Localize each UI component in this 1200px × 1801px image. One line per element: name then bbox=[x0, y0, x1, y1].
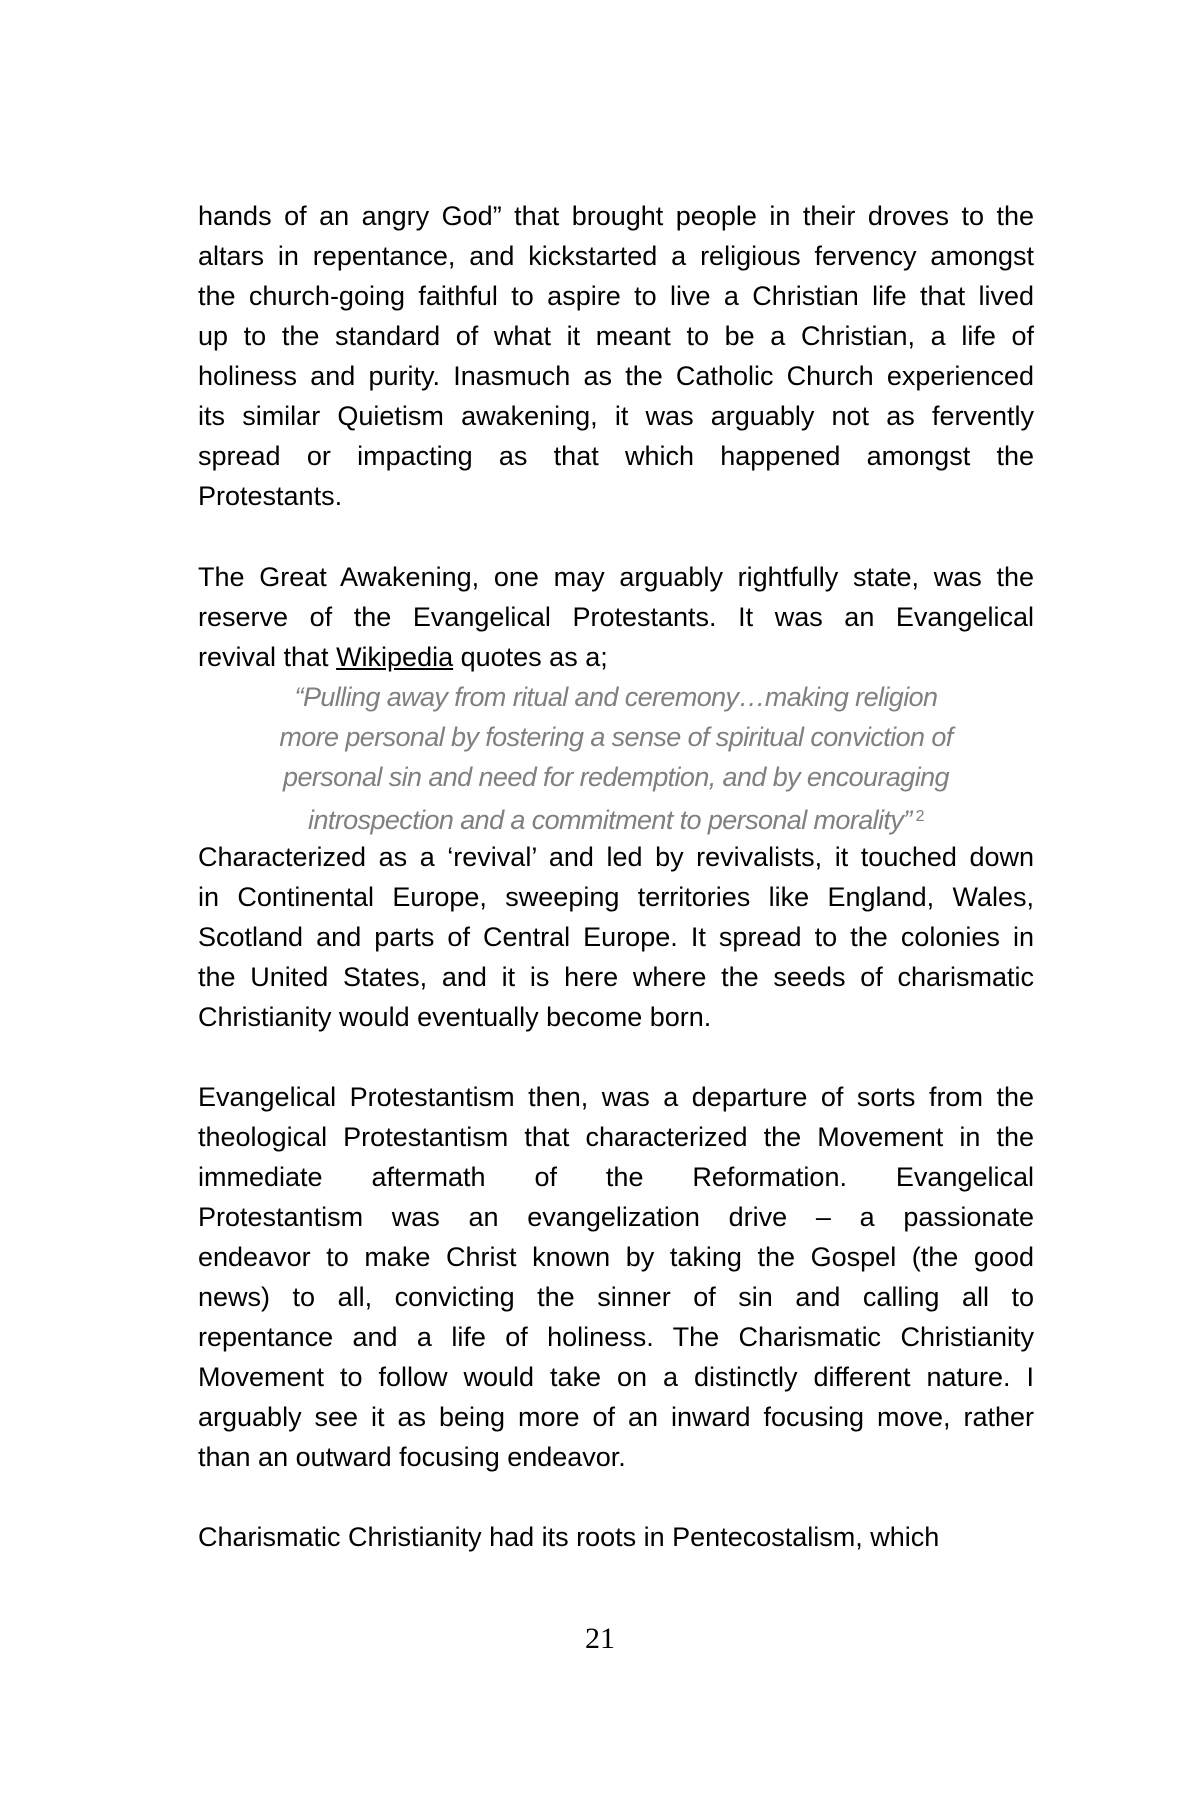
paragraph-1-line-6: its similar Quietism awakening, it was arguably not as fervently bbox=[198, 401, 1034, 431]
block-quote-line-2: more personal by fostering a sense of spiritual conviction of bbox=[279, 722, 953, 752]
paragraph-2-after-quote-line-5: Christianity would eventually become born. bbox=[198, 1002, 712, 1032]
paragraph-2-after-quote-line-2: in Continental Europe, sweeping territories like England, Wales, bbox=[198, 882, 1034, 912]
page-number: 21 bbox=[585, 1622, 615, 1655]
paragraph-2-line-2: reserve of the Evangelical Protestants. It was an Evangelical bbox=[198, 602, 1034, 632]
block-quote-line-3: personal sin and need for redemption, and by encouraging bbox=[283, 762, 949, 792]
footnote-marker[interactable]: 2 bbox=[915, 808, 924, 825]
paragraph-2-line-3 bbox=[198, 637, 1034, 677]
wikipedia-link[interactable]: Wikipedia bbox=[336, 642, 454, 672]
paragraph-2-after-quote-line-1: Characterized as a ‘revival’ and led by revivalists, it touched down bbox=[198, 842, 1034, 872]
block-quote-line-1: “Pulling away from ritual and ceremony…making religion bbox=[294, 682, 938, 712]
link-line-before: revival that bbox=[198, 642, 337, 672]
paragraph-3-line-8: Movement to follow would take on a distinctly different nature. I bbox=[198, 1362, 1034, 1392]
paragraph-2-after-quote-line-4: the United States, and it is here where the seeds of charismatic bbox=[198, 962, 1034, 992]
block-quote-line-4 bbox=[198, 797, 1034, 837]
paragraph-3-line-6: news) to all, convicting the sinner of sin and calling all to bbox=[198, 1282, 1034, 1312]
paragraph-1-line-7: spread or impacting as that which happened amongst the bbox=[198, 441, 1034, 471]
paragraph-3-line-10: than an outward focusing endeavor. bbox=[198, 1442, 626, 1472]
paragraph-3-line-4: Protestantism was an evangelization drive – a passionate bbox=[198, 1202, 1034, 1232]
paragraph-3-line-3: immediate aftermath of the Reformation. Evangelical bbox=[198, 1162, 1034, 1192]
paragraph-3-line-9: arguably see it as being more of an inward focusing move, rather bbox=[198, 1402, 1034, 1432]
paragraph-3-line-5: endeavor to make Christ known by taking the Gospel (the good bbox=[198, 1242, 1034, 1272]
paragraph-1-line-2: altars in repentance, and kickstarted a religious fervency amongst bbox=[198, 241, 1034, 271]
link-line-after: quotes as a; bbox=[453, 642, 608, 672]
paragraph-3-line-7: repentance and a life of holiness. The Charismatic Christianity bbox=[198, 1322, 1034, 1352]
paragraph-2-line-1: The Great Awakening, one may arguably rightfully state, was the bbox=[198, 562, 1034, 592]
paragraph-1-line-4: up to the standard of what it meant to be a Christian, a life of bbox=[198, 321, 1034, 351]
paragraph-4-line-1: Charismatic Christianity had its roots in Pentecostalism, which bbox=[198, 1522, 940, 1552]
block-quote-last-text: introspection and a commitment to personal morality” bbox=[308, 805, 912, 835]
paragraph-1-line-5: holiness and purity. Inasmuch as the Catholic Church experienced bbox=[198, 361, 1034, 391]
paragraph-3-line-2: theological Protestantism that characterized the Movement in the bbox=[198, 1122, 1034, 1152]
paragraph-2-after-quote-line-3: Scotland and parts of Central Europe. It spread to the colonies in bbox=[198, 922, 1034, 952]
paragraph-1-line-3: the church-going faithful to aspire to live a Christian life that lived bbox=[198, 281, 1034, 311]
paragraph-1-line-1: hands of an angry God” that brought people in their droves to the bbox=[198, 201, 1034, 231]
paragraph-3-line-1: Evangelical Protestantism then, was a departure of sorts from the bbox=[198, 1082, 1034, 1112]
paragraph-1-line-8: Protestants. bbox=[198, 481, 343, 511]
